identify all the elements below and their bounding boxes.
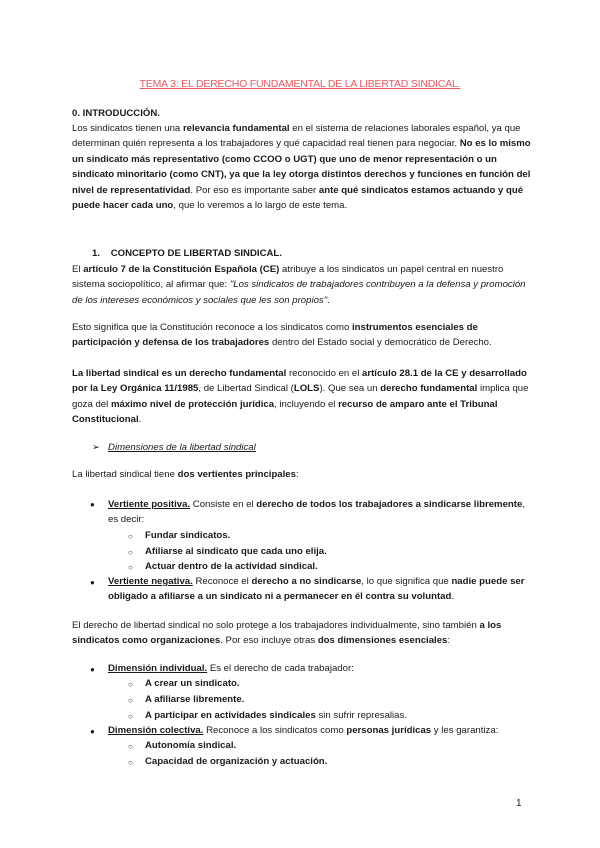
sub-bullet-icon: ○	[128, 548, 133, 557]
document-title: TEMA 3: EL DERECHO FUNDAMENTAL DE LA LIBERTAD SINDICAL.	[139, 78, 461, 90]
bullet-icon: ●	[90, 500, 95, 509]
bullet-negative-aspect: Vertiente negativa. Reconoce el derecho a no sindicarse, lo que significa que nadie puede ser obligado a afiliarse a un sindicato ni a permanecer en él contra su voluntad.	[108, 576, 525, 603]
bullet-icon: ●	[90, 665, 95, 674]
section-1-heading: 1. CONCEPTO DE LIBERTAD SINDICAL.	[92, 248, 282, 259]
list-item: Actuar dentro de la actividad sindical.	[145, 561, 318, 572]
section-number: 1.	[92, 248, 101, 259]
arrow-icon: ➢	[92, 442, 101, 453]
bullet-positive-aspect: Vertiente positiva. Consiste en el derecho de todos los trabajadores a sindicarse libremente, es decir:	[108, 499, 525, 526]
sub-bullet-icon: ○	[128, 758, 133, 767]
bullet-collective-dimension: Dimensión colectiva. Reconoce a los sindicatos como personas jurídicas y les garantiza:	[108, 725, 499, 736]
paragraph-constitution: Esto significa que la Constitución reconoce a los sindicatos como instrumentos esenciales de participación y defensa de los trabajadores dentro del Estado social y democrático de Derecho.	[72, 322, 492, 349]
sub-bullet-icon: ○	[128, 680, 133, 689]
bullet-icon: ●	[90, 578, 95, 587]
paragraph-article-7: El artículo 7 de la Constitución Española (CE) atribuye a los sindicatos un papel central en nuestro sistema sociopolítico, al afirmar que: "Los sindicatos de trabajadores contribuyen a la defensa y promoción de los intereses económicos y sociales que les son propios".	[72, 264, 526, 306]
sub-bullet-icon: ○	[128, 563, 133, 572]
intro-paragraph: Los sindicatos tienen una relevancia fundamental en el sistema de relaciones laborales español, ya que determinan quién representa a los trabajadores y qué capacidad real tienen para negociar. No es lo mismo un sindicato más representativo (como CCOO o UGT) que uno de menor representación o un sindicato minoritario (como CNT), ya que la ley otorga distintos derechos y funciones en función del nivel de representatividad. Por eso es importante saber ante qué sindicatos estamos actuando y qué puede hacer cada uno, que lo veremos a lo largo de este tema.	[72, 123, 531, 212]
paragraph-two-aspects: La libertad sindical tiene dos vertientes principales:	[72, 469, 299, 480]
paragraph-fundamental-right: La libertad sindical es un derecho fundamental reconocido en el artículo 28.1 de la CE y desarrollado por la Ley Orgánica 11/1985, de Libertad Sindical (LOLS). Que sea un derecho fundamental implica que goza del máximo nivel de protección jurídica, incluyendo el recurso de amparo ante el Tribunal Constitucional.	[72, 368, 529, 426]
bullet-individual-dimension: Dimensión individual. Es el derecho de cada trabajador:	[108, 663, 354, 674]
intro-heading: 0. INTRODUCCIÓN.	[72, 108, 160, 119]
dimensions-subheading: ➢ Dimensiones de la libertad sindical	[92, 442, 256, 453]
bullet-icon: ●	[90, 727, 95, 736]
list-item: A crear un sindicato.	[145, 678, 240, 689]
list-item: Fundar sindicatos.	[145, 530, 231, 541]
list-item: A afiliarse libremente.	[145, 694, 245, 705]
paragraph-organizations: El derecho de libertad sindical no solo protege a los trabajadores individualmente, sino también a los sindicatos como organizaciones. Por eso incluye otras dos dimensiones esenciales:	[72, 620, 502, 647]
sub-bullet-icon: ○	[128, 532, 133, 541]
sub-bullet-icon: ○	[128, 742, 133, 751]
sub-bullet-icon: ○	[128, 712, 133, 721]
list-item: A participar en actividades sindicales sin sufrir represalias.	[145, 710, 407, 721]
sub-bullet-icon: ○	[128, 696, 133, 705]
list-item: Autonomía sindical.	[145, 740, 237, 751]
list-item: Capacidad de organización y actuación.	[145, 756, 328, 767]
page-number: 1	[516, 798, 522, 809]
list-item: Afiliarse al sindicato que cada uno elija.	[145, 546, 327, 557]
